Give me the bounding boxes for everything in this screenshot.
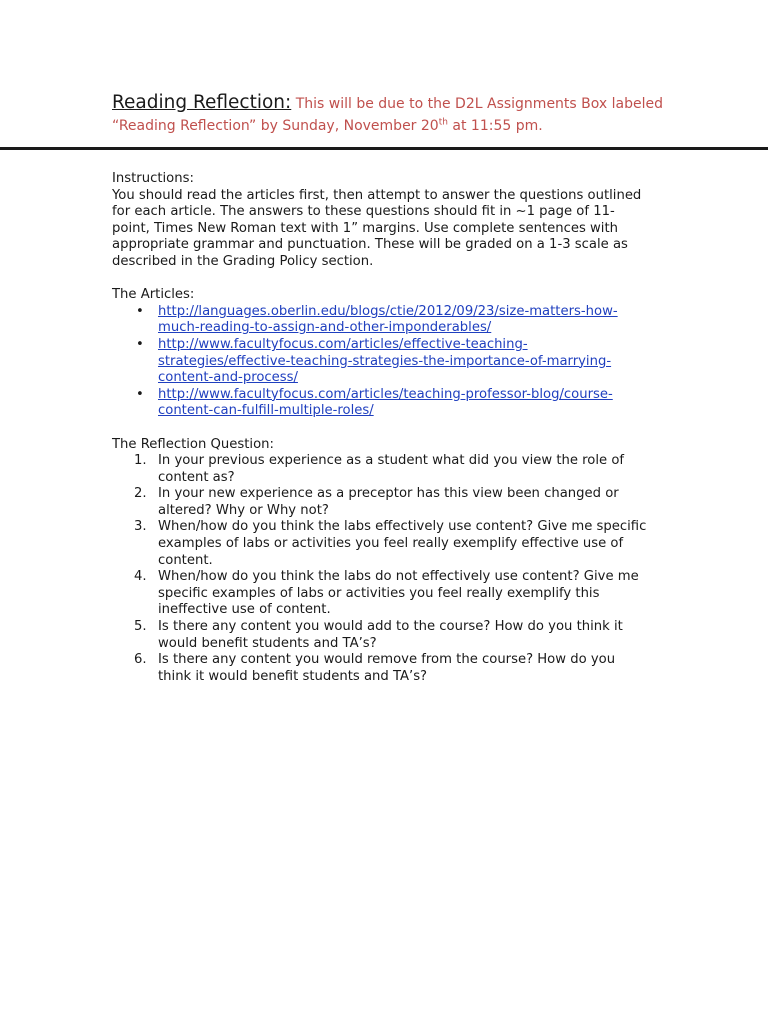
question-item (112, 453, 652, 486)
questions-heading: The Reflection Question: (112, 436, 274, 452)
page-title: Reading Reflection: (112, 92, 292, 113)
question-item (112, 569, 652, 619)
list-item (112, 337, 652, 387)
bullet-icon: • (136, 386, 144, 402)
question-item (112, 519, 652, 569)
document-body (112, 171, 652, 685)
question-number: 1. (134, 453, 147, 469)
due-date-text: This will be due to the D2L Assignments Box labeled “Reading Reflection” by Sunday, November 20 (112, 96, 663, 134)
question-text: When/how do you think the labs do not effectively use content? Give me specific examples of labs or activities you feel really exemplify this ineffective use of content. (158, 569, 639, 618)
question-number: 3. (134, 519, 147, 535)
question-list (112, 453, 652, 685)
question-number: 5. (134, 619, 147, 635)
bullet-icon: • (136, 303, 144, 319)
article-link-1[interactable]: http://languages.oberlin.edu/blogs/ctie/2012/09/23/size-matters-how-much-reading-to-assign-and-other-imponderables/ (158, 303, 618, 336)
list-item (112, 387, 652, 420)
instructions-heading: Instructions: (112, 171, 194, 186)
question-text: Is there any content you would add to the course? How do you think it would benefit students and TA’s? (158, 619, 623, 651)
bullet-icon: • (136, 336, 144, 352)
article-list (112, 304, 652, 420)
question-text: In your new experience as a preceptor has this view been changed or altered? Why or Why not? (158, 486, 619, 518)
question-item (112, 486, 652, 519)
question-number: 6. (134, 652, 147, 668)
question-number: 4. (134, 569, 147, 585)
question-number: 2. (134, 486, 147, 502)
question-text: In your previous experience as a student what did you view the role of content as? (158, 453, 625, 485)
due-date-ordinal: th (438, 117, 448, 128)
spacer (112, 271, 652, 288)
header-divider (0, 147, 768, 150)
question-item (112, 652, 652, 685)
question-item (112, 619, 652, 652)
article-link-3[interactable]: http://www.facultyfocus.com/articles/teaching-professor-blog/course-content-can-fulfill-multiple-roles/ (158, 386, 613, 419)
question-text: Is there any content you would remove from the course? How do you think it would benefit students and TA’s? (158, 652, 616, 684)
spacer (112, 420, 652, 437)
due-date-time: at 11:55 pm. (447, 118, 543, 134)
question-text: When/how do you think the labs effectively use content? Give me specific examples of labs or activities you feel really exemplify effective use of content. (158, 519, 647, 568)
instructions-body: You should read the articles first, then attempt to answer the questions outlined for each article. The answers to these questions should fit in ~1 page of 11-point, Times New Roman text with 1” margins. Use complete sentences with appropriate grammar and punctuation. These will be graded on a 1-3 scale as described in the Grading Policy section. (112, 187, 642, 269)
articles-heading: The Articles: (112, 287, 195, 303)
list-item (112, 304, 652, 337)
document-header (112, 92, 672, 137)
article-link-2[interactable]: http://www.facultyfocus.com/articles/effective-teaching-strategies/effective-teaching-strategies-the-importance-of-marrying-content-and-process/ (158, 336, 612, 386)
